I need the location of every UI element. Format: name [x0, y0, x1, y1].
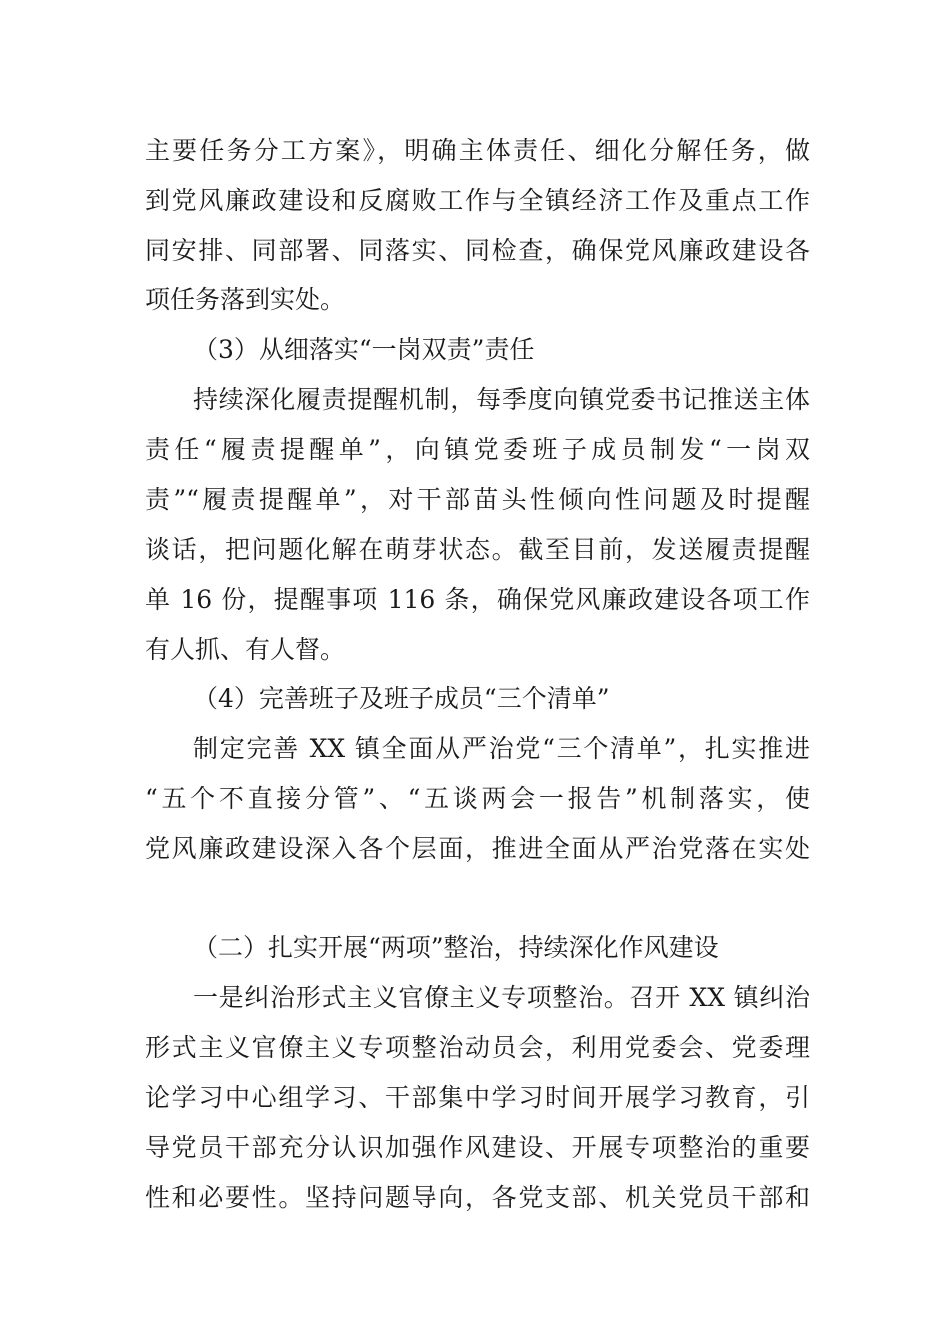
text-line-21: 性和必要性。坚持问题导向，各党支部、机关党员干部和: [145, 1183, 810, 1212]
text-line-15: 党风廉政建设深入各个层面，推进全面从严治党落在实处: [145, 834, 810, 863]
text-line-9: 谈话，把问题化解在萌芽状态。截至目前，发送履责提醒: [145, 535, 810, 564]
text-line-11: 有人抓、有人督。: [145, 635, 346, 664]
text-line-2: 到党风廉政建设和反腐败工作与全镇经济工作及重点工作: [145, 186, 810, 215]
text-line-19: 论学习中心组学习、干部集中学习时间开展学习教育，引: [145, 1083, 810, 1112]
text-line-8: 责”“履责提醒单”，对干部苗头性倾向性问题及时提醒: [145, 485, 810, 514]
text-line-17: 一是纠治形式主义官僚主义专项整治。召开 XX 镇纠治: [193, 983, 810, 1012]
section-heading-3: （3）从细落实“一岗双责”责任: [193, 335, 535, 364]
text-line-18: 形式主义官僚主义专项整治动员会，利用党委会、党委理: [145, 1033, 810, 1062]
text-line-6: 持续深化履责提醒机制，每季度向镇党委书记推送主体: [193, 385, 810, 414]
section-heading-2: （二）扎实开展“两项”整治，持续深化作风建设: [193, 933, 719, 962]
text-line-13: 制定完善 XX 镇全面从严治党“三个清单”，扎实推进: [193, 734, 810, 763]
text-line-10: 单 16 份，提醒事项 116 条，确保党风廉政建设各项工作: [145, 585, 810, 614]
text-line-1: 主要任务分工方案》，明确主体责任、细化分解任务，做: [145, 136, 810, 165]
text-line-14: “五个不直接分管”、“五谈两会一报告”机制落实，使: [145, 784, 810, 813]
text-line-20: 导党员干部充分认识加强作风建设、开展专项整治的重要: [145, 1133, 810, 1162]
text-line-4: 项任务落到实处。: [145, 285, 346, 314]
section-heading-4: （4）完善班子及班子成员“三个清单”: [193, 684, 610, 713]
text-line-7: 责任“履责提醒单”，向镇党委班子成员制发“一岗双: [145, 435, 810, 464]
text-line-3: 同安排、同部署、同落实、同检查，确保党风廉政建设各: [145, 236, 810, 265]
